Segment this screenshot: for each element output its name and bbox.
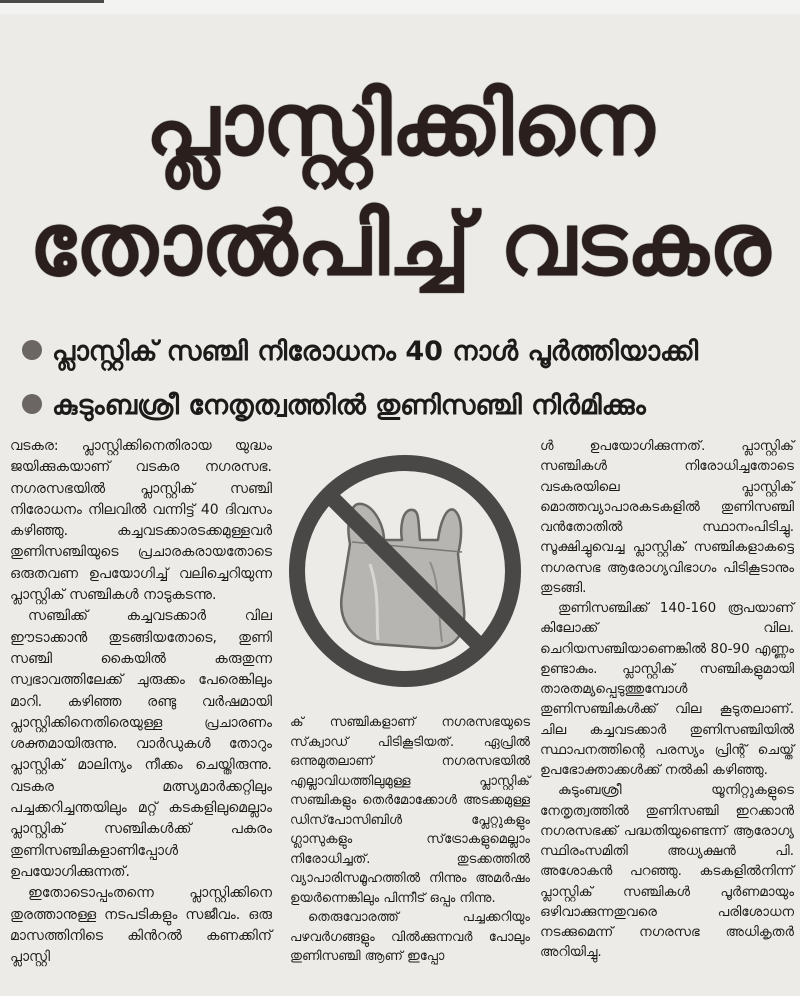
- article-column-3: [540, 436, 794, 963]
- paragraph: സഞ്ചിക്ക് കച്ചവടക്കാർ വില ഈടാക്കാൻ തുടങ്ങിയതോടെ, തുണി സഞ്ചി കൈയിൽ കരുതുന്ന സ്വഭാവത്തിലേക്ക് ചുരുക്കം പേരെങ്കിലും മാറി. കഴിഞ്ഞ രണ്ടു വർഷമായി പ്ലാസ്റ്റിക്കിനെതിരെയുള്ള പ്രചാരണം ശക്തമായിരുന്നു. വാർഡുകൾ തോറും പ്ലാസ്റ്റിക് മാലിന്യം നീക്കം ചെയ്തിരുന്നു. വടകര മത്സ്യമാർക്കറ്റിലും പച്ചക്കറിച്ചന്തയിലും മറ്റ് കടകളിലുമെല്ലാം പ്ലാസ്റ്റിക് സഞ്ചികൾക്ക് പകരം തുണിസഞ്ചികളാണിപ്പോൾ ഉപയോഗിക്കുന്നത്.: [10, 608, 272, 880]
- article-column-2: [290, 713, 530, 967]
- paragraph: ഇതോടൊപ്പംതന്നെ പ്ലാസ്റ്റിക്കിനെ തുരത്താനുള്ള നടപടികളും സജീവം. ഒരു മാസത്തിനിടെ കിൻറൽ കണക്കിന് പ്ലാസ്റ്റി: [10, 885, 272, 966]
- article-column-1: [10, 436, 272, 968]
- subhead-2: [22, 386, 646, 426]
- paragraph: ൾ ഉപയോഗിക്കുന്നത്. പ്ലാസ്റ്റിക് സഞ്ചികൾ നിരോധിച്ചതോടെ വടകരയിലെ പ്ലാസ്റ്റിക് മൊത്തവ്യാപാരകടകളിൽ തുണിസഞ്ചി വൻതോതിൽ സ്ഥാനംപിടിച്ചു. സൂക്ഷിച്ചുവെച്ച പ്ലാസ്റ്റിക് സഞ്ചികളാകട്ടെ നഗരസഭ ആരോഗ്യവിഭാഗം പിടികൂടാനും തുടങ്ങി.: [540, 438, 794, 596]
- headline-line-2: തോൽപിച്ച് വടകര: [29, 195, 771, 295]
- no-plastic-bag-icon: [280, 444, 530, 694]
- paragraph: തെരുവോരത്ത് പച്ചക്കറിയും പഴവർഗങ്ങളും വിൽക്കുന്നവർ പോലും തുണിസഞ്ചി ആണ് ഇപ്പോ: [290, 910, 530, 964]
- bullet-icon: [22, 340, 42, 360]
- subhead-1: [22, 332, 698, 372]
- paragraph: വടകര: പ്ലാസ്റ്റിക്കിനെതിരായ യുദ്ധം ജയിക്കുകയാണ് വടകര നഗരസഭ. നഗരസഭയിൽ പ്ലാസ്റ്റിക് സഞ്ചി നിരോധനം നിലവിൽ വന്നിട്ട് 40 ദിവസം കഴിഞ്ഞു. കച്ചവടക്കാരടക്കമുള്ളവർ തുണിസഞ്ചിയുടെ പ്രചാരകരായതോടെ ഒരുതവണ ഉപയോഗിച്ച് വലിച്ചെറിയുന്ന പ്ലാസ്റ്റിക് സഞ്ചികൾ നാടുകടന്നു.: [10, 438, 272, 604]
- clipping-top-edge: [0, 0, 800, 14]
- paragraph: കുടുംബശ്രീ യൂനിറ്റുകളുടെ നേതൃത്വത്തിൽ തുണിസഞ്ചി ഇറക്കാൻ നഗരസഭക്ക് പദ്ധതിയുണ്ടെന്ന് ആരോഗ്യ സ്ഥിരംസമിതി അധ്യക്ഷൻ പി. അശോകൻ പറഞ്ഞു. കടകളിൽനിന്ന് പ്ലാസ്റ്റിക് സഞ്ചികൾ പൂർണമായും ഒഴിവാക്കുന്നതുവരെ പരിശോധന നടക്കുമെന്ന് നഗരസഭ അധികൃതർ അറിയിച്ചു.: [540, 782, 794, 961]
- subhead-2-text: കുടുംബശ്രീ നേതൃത്വത്തിൽ തുണിസഞ്ചി നിർമിക്കും: [52, 390, 646, 421]
- headline-line-1: പ്ലാസ്റ്റിക്കിനെ: [145, 75, 655, 175]
- clipping-mark: [0, 0, 104, 3]
- paragraph: ക് സഞ്ചികളാണ് നഗരസഭയുടെ സ്‌ക്വാഡ് പിടികൂടിയത്. ഏപ്രിൽ ഒന്നുമുതലാണ് നഗരസഭയിൽ എല്ലാവിധത്തിലുമുള്ള പ്ലാസ്റ്റിക് സഞ്ചികളും തെർമോക്കോൾ അടക്കമുള്ള ഡിസ്‌പോസിബിൾ പ്ലേറ്റുകളും ഗ്ലാസുകളും സ്‌ട്രോകളുമെല്ലാം നിരോധിച്ചത്. തുടക്കത്തിൽ വ്യാപാരിസമൂഹത്തിൽ നിന്നും അമർഷം ഉയർന്നെങ്കിലും പിന്നീട് ഒപ്പം നിന്നു.: [290, 715, 530, 906]
- bullet-icon: [22, 394, 42, 414]
- paragraph: തുണിസഞ്ചിക്ക് 140-160 രൂപയാണ് കിലോക്ക് വില. ചെറിയസഞ്ചിയാണെങ്കിൽ 80-90 എണ്ണം ഉണ്ടാകും. പ്ലാസ്റ്റിക് സഞ്ചികളുമായി താരതമ്യപ്പെടുത്തുമ്പോൾ തുണിസഞ്ചികൾക്ക് വില കൂടുതലാണ്. ചില കച്ചവടക്കാർ തുണിസഞ്ചിയിൽ സ്ഥാപനത്തിന്റെ പരസ്യം പ്രിന്റ് ചെയ്ത് ഉപഭോക്താക്കൾക്ക് നൽകി കഴിഞ്ഞു.: [540, 600, 794, 778]
- subhead-1-text: പ്ലാസ്റ്റിക് സഞ്ചി നിരോധനം 40 നാൾ പൂർത്തിയാക്കി: [52, 336, 699, 367]
